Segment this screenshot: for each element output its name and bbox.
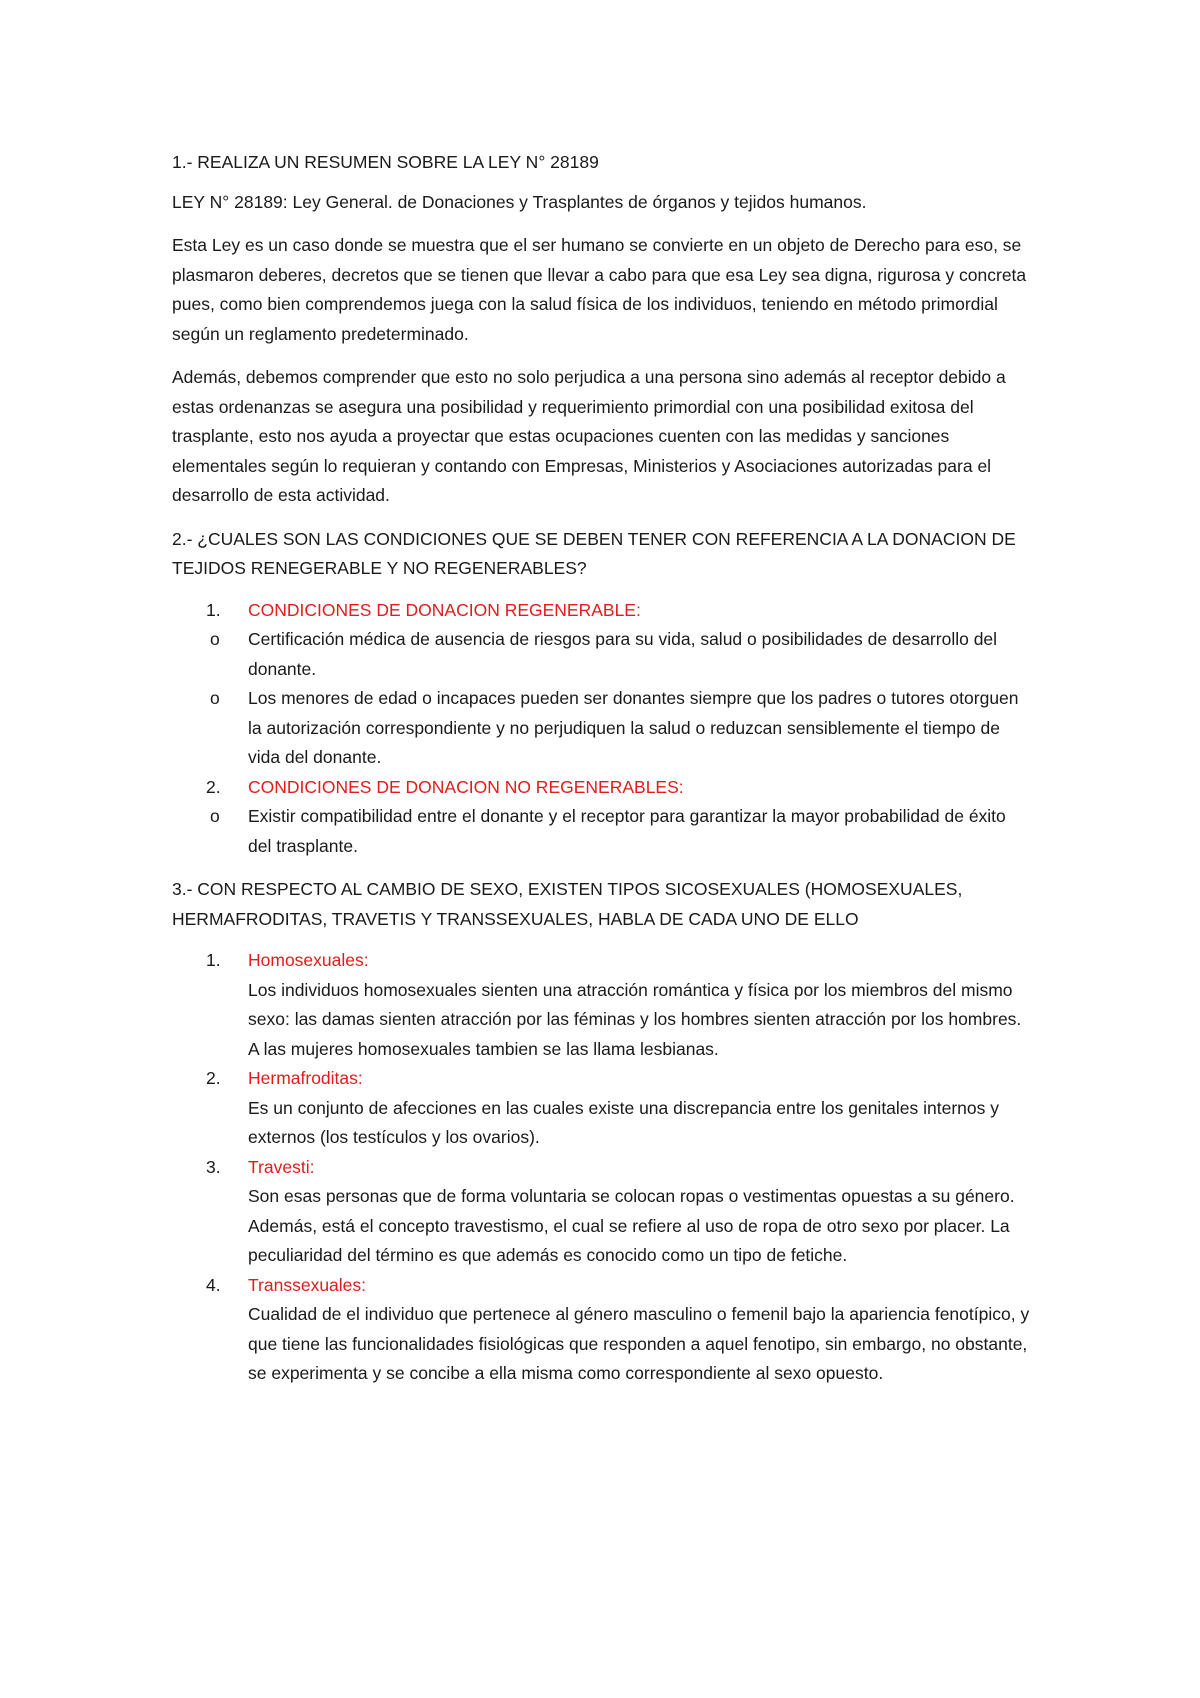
bullet-marker: o: [210, 688, 220, 708]
bullet-text: Los menores de edad o incapaces pueden ser donantes siempre que los padres o tutores otorguen la autorización correspondiente y no perjudiquen la salud o reduzcan sensiblemente el tiempo de vida del donante.: [248, 688, 1019, 767]
summary-paragraph-2: Además, debemos comprender que esto no solo perjudica a una persona sino además al receptor debido a estas ordenanzas se asegura una posibilidad y requerimiento primordial con una posibilidad exitosa del trasplante, esto nos ayuda a proyectar que estas ocupaciones cuenten con las medidas y sanciones elementales según lo requieran y contando con Empresas, Ministerios y Asociaciones autorizadas para el desarrollo de esta actividad.: [172, 367, 1006, 505]
list-number: 1.: [206, 599, 221, 620]
bullet-text: Certificación médica de ausencia de riesgos para su vida, salud o posibilidades de desarrollo del donante.: [248, 629, 998, 679]
list-number: 3.: [206, 1156, 221, 1177]
question-1-title: 1.- REALIZA UN RESUMEN SOBRE LA LEY N° 28189: [172, 152, 599, 172]
list-item: [172, 1153, 1030, 1271]
bullet-text: Existir compatibilidad entre el donante y el receptor para garantizar la mayor probabilidad de éxito del trasplante.: [248, 806, 1006, 856]
condition-section-heading: [172, 773, 1030, 803]
question-2-title: 2.- ¿CUALES SON LAS CONDICIONES QUE SE DEBEN TENER CON REFERENCIA A LA DONACION DE TEJIDOS RENEGERABLE Y NO REGENERABLES?: [172, 528, 1016, 578]
list-item: [172, 946, 1030, 1064]
item-text: Los individuos homosexuales sienten una atracción romántica y física por los miembros del mismo sexo: las damas sienten atracción por las féminas y los hombres sienten atracción por los hombres. A las mujeres homosexuales tambien se las llama lesbianas.: [248, 979, 1022, 1059]
item-term: Homosexuales:: [248, 950, 369, 970]
law-title: LEY N° 28189: Ley General. de Donaciones y Trasplantes de órganos y tejidos humanos.: [172, 191, 867, 212]
condition-heading-regenerable: CONDICIONES DE DONACION REGENERABLE:: [248, 599, 641, 620]
list-number: 2.: [206, 1068, 221, 1088]
bullet-marker: o: [210, 806, 220, 826]
item-text: Cualidad de el individuo que pertenece al género masculino o femenil bajo la apariencia fenotípico, y que tiene las funcionalidades fisiológicas que responden a aquel fenotipo, sin embargo, no obstante, se experimenta y se concibe a ella misma como correspondiente al sexo opuesto.: [248, 1304, 1030, 1383]
item-term: Hermafroditas:: [248, 1068, 363, 1088]
list-number: 4.: [206, 1274, 221, 1295]
item-term: Travesti:: [248, 1156, 315, 1177]
conditions-list: [172, 596, 1030, 862]
condition-bullet: [172, 684, 1030, 773]
question-3-title: 3.- CON RESPECTO AL CAMBIO DE SEXO, EXISTEN TIPOS SICOSEXUALES (HOMOSEXUALES, HERMAFRODITAS, TRAVETIS Y TRANSSEXUALES, HABLA DE CADA UNO DE ELLO: [172, 879, 963, 929]
summary-paragraph-1: Esta Ley es un caso donde se muestra que el ser humano se convierte en un objeto de Derecho para eso, se plasmaron deberes, decretos que se tienen que llevar a cabo para que esa Ley sea digna, rigurosa y concreta pues, como bien comprendemos juega con la salud física de los individuos, teniendo en método primordial según un reglamento predeterminado.: [172, 235, 1027, 344]
list-number: 2.: [206, 776, 221, 797]
item-term: Transsexuales:: [248, 1274, 367, 1295]
condition-section-heading: [172, 596, 1030, 626]
item-text: Es un conjunto de afecciones en las cuales existe una discrepancia entre los genitales internos y externos (los testículos y los ovarios).: [248, 1097, 1000, 1147]
types-list: [172, 946, 1030, 1389]
item-text: Son esas personas que de forma voluntaria se colocan ropas o vestimentas opuestas a su género. Además, está el concepto travestismo, el cual se refiere al uso de ropa de otro sexo por placer. La peculiaridad del término es que además es conocido como un tipo de fetiche.: [248, 1186, 1015, 1265]
list-number: 1.: [206, 950, 221, 970]
condition-bullet: [172, 625, 1030, 684]
list-item: [172, 1064, 1030, 1153]
condition-heading-non-regenerable: CONDICIONES DE DONACION NO REGENERABLES:: [248, 776, 684, 797]
bullet-marker: o: [210, 629, 220, 649]
list-item: [172, 1271, 1030, 1389]
condition-bullet: [172, 802, 1030, 861]
